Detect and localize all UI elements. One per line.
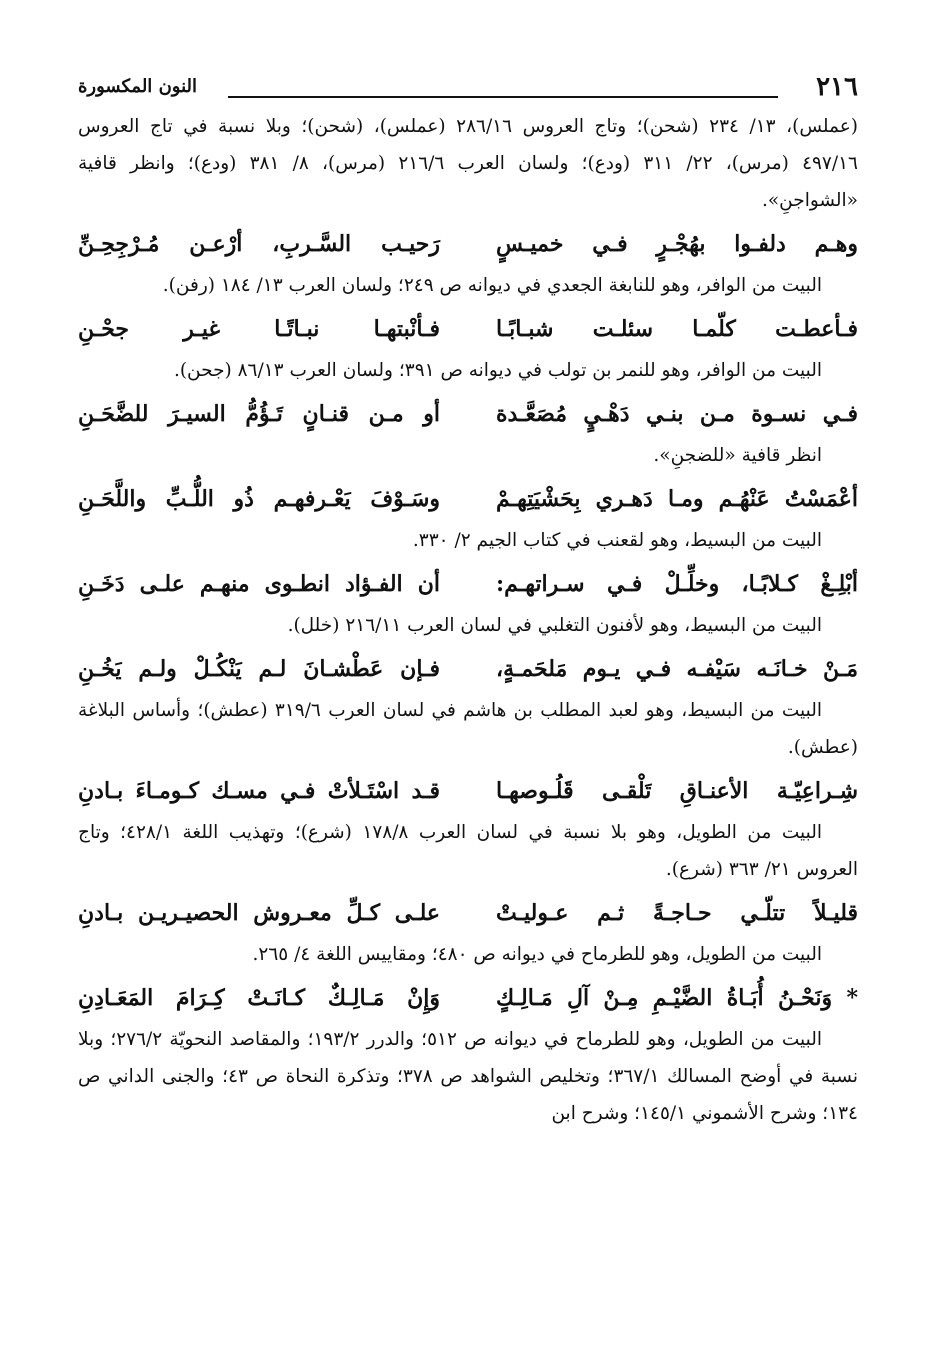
page-number: ٢١٦ (816, 72, 858, 102)
verse-note: البيت من الوافر، وهو للنابغة الجعدي في ديوانه ص ٢٤٩؛ ولسان العرب ١٣/ ١٨٤ (رفن). (162, 275, 822, 296)
verse-entry (78, 221, 858, 304)
verse-second-hemistich: رَحيـب السَّـربِ، أرْعـن مُـرْجِحِـنِّ (78, 231, 440, 257)
verse-entry (78, 306, 858, 389)
header-rule (228, 96, 778, 98)
verse-second-hemistich: وسَـوْفَ يَعْـرفهـم ذُو اللُّـبِّ واللَّحَـنِ (78, 486, 440, 512)
asterisk-marker: * (846, 985, 858, 1011)
verse-entry (78, 975, 858, 1132)
verse-entry (78, 890, 858, 973)
verse-note: البيت من البسيط، وهو لقعنب في كتاب الجيم ٢/ ٣٣٠. (412, 530, 822, 551)
verse-first-hemistich: وهـم دلفـوا بهُجْـرٍ فـي خميـسٍ (496, 231, 858, 257)
verse-line (78, 890, 858, 936)
book-page (78, 72, 858, 1342)
verse-first-hemistich: فـأعطـت كلّمـا سئلـت شبـابًـا (496, 316, 858, 342)
verse-line (78, 561, 858, 607)
verse-first-hemistich: أبْلِـغْ كـلابًـا، وخلِّـلْ فـي سـراتهـم: (496, 571, 858, 597)
verse-entry (78, 561, 858, 644)
verse-line (78, 975, 858, 1021)
verse-note: البيت من الطويل، وهو للطرماح في ديوانه ص ٤٨٠؛ ومقاييس اللغة ٤/ ٢٦٥. (252, 944, 822, 965)
running-title: النون المكسورة (78, 76, 198, 97)
verse-note: البيت من البسيط، وهو لأفنون التغلبي في لسان العرب ٢١٦/١١ (خلل). (287, 615, 822, 636)
verse-entry (78, 391, 858, 474)
verse-note: البيت من الطويل، وهو للطرماح في ديوانه ص ٥١٢؛ والدرر ١٩٣/٢؛ والمقاصد النحويّة ٢٧٦/٢؛ وبلا نسبة في أوضح المسالك ٣٦٧/١؛ وتخليص الشواهد ص ٣٧٨؛ وتذكرة النحاة ص ٤٣؛ والجنى الداني ص ١٣٤؛ وشرح الأشموني ١٤٥/١؛ وشرح ابن (78, 1029, 859, 1124)
verse-second-hemistich: علـى كـلِّ معـروش الحصيـريـن بـادنِ (78, 900, 440, 926)
verse-second-hemistich: فـإن عَطْشـانَ لـم يَنْكُـلْ ولـم يَخُـنِ (78, 656, 440, 682)
verse-second-hemistich: وَإِنْ مَـالِـكٌ كـانَـتْ كِـرَامَ المَعَـادِنِ (78, 985, 440, 1011)
note-text: (عملس)، ١٣/ ٢٣٤ (شحن)؛ وتاج العروس ٢٨٦/١٦ (عملس)، (شحن)؛ وبلا نسبة في تاج العروس ٤٩٧/١٦ (مرس)، ٢٢/ ٣١١ (ودع)؛ ولسان العرب ٢١٦/٦ (مرس)، ٨/ ٣٨١ (ودع)؛ وانظر قافية «الشواجنِ». (78, 116, 858, 211)
verse-line (78, 391, 858, 437)
verse-line (78, 646, 858, 692)
verse-first-hemistich: أعْمَسْتُ عَنْهُـم ومـا دَهـري بِحَشْيَتِهـمْ (496, 486, 858, 512)
verse-second-hemistich: أن الفـؤاد انطـوى منهـم علـى دَخَـنِ (78, 571, 440, 597)
verse-line (78, 221, 858, 267)
verse-line (78, 476, 858, 522)
verse-note: البيت من الوافر، وهو للنمر بن تولب في ديوانه ص ٣٩١؛ ولسان العرب ٨٦/١٣ (جحن). (173, 360, 822, 381)
verse-note: انظر قافية «للضجنِ». (653, 445, 822, 466)
verse-first-hemistich: فـي نسـوة مـن بنـي دَهْـيٍ مُصَعَّـدة (496, 401, 858, 427)
verse-first-hemistich: شِـراعِيّـة الأعنـاقِ تَلْقـى قَلُـوصهـا (496, 778, 858, 804)
verse-second-hemistich: قـد اسْتَـلأتْ فـي مسـك كـومـاءَ بـادنِ (78, 778, 440, 804)
page-header (78, 72, 858, 108)
verse-second-hemistich: فـأنْبتهـا نبـاتًـا غيـر جحْـنِ (78, 316, 440, 342)
verse-entry (78, 476, 858, 559)
verse-first-hemistich: مَـنْ خـانَـه سَيْفـه فـي يـوم مَلحَمـةٍ، (496, 656, 858, 682)
verse-first-hemistich: قليـلاً تتلّـي حـاجـةً ثـم عـوليـتْ (496, 900, 858, 926)
verse-line (78, 306, 858, 352)
continued-note (78, 108, 858, 219)
verse-note: البيت من البسيط، وهو لعبد المطلب بن هاشم في لسان العرب ٣١٩/٦ (عطش)؛ وأساس البلاغة (عطش). (78, 700, 858, 758)
verse-entry (78, 768, 858, 888)
verse-line (78, 768, 858, 814)
verse-note: البيت من الطويل، وهو بلا نسبة في لسان العرب ١٧٨/٨ (شرع)؛ وتهذيب اللغة ٤٢٨/١؛ وتاج العروس ٢١/ ٣٦٣ (شرع). (78, 822, 858, 880)
verse-first-hemistich-text: وَنَحْـنُ أُبَـاةُ الضَّيْـمِ مِـنْ آلِ مَـالِـكٍ (496, 985, 833, 1011)
verse-entry (78, 646, 858, 766)
verse-first-hemistich (496, 975, 858, 1021)
verse-second-hemistich: أو مـن قنـانٍ تَـؤُمُّ السيـرَ للضَّحَـنِ (78, 401, 440, 427)
